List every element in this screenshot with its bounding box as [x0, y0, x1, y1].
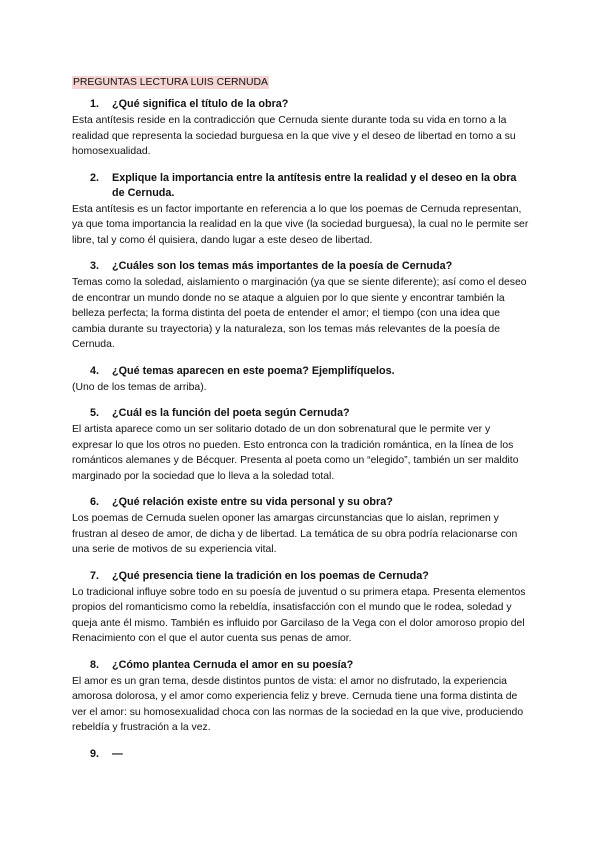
question-2: [72, 171, 530, 249]
question-heading: [72, 747, 530, 762]
question-heading: [72, 658, 530, 673]
question-heading: [72, 259, 530, 274]
question-number: 6.: [90, 496, 100, 508]
answer-text: Lo tradicional influye sobre todo en su poesía de juventud o su primera etapa. Presenta elementos propios del romanticismo como la rebeldía, insatisfacción con el mundo que le rodea, soledad y queja ante él mismo. También es influido por Garcilaso de la Vega con el dolor amoroso propio del Renacimiento con el que el autor cuenta sus penas de amor.: [72, 586, 526, 644]
answer-text: Temas como la soledad, aislamiento o marginación (ya que se siente diferente); así como el deseo de encontrar un mundo donde no se ataque a alguien por lo que siente y encontrar también la belleza perfecta; la forma distinta del poeta de entender el amor; el tiempo (con una idea que cambia durante su trayectoria) y la naturaleza, son los temas más relevantes de la poesía de Cernuda.: [72, 277, 527, 350]
question-number: 3.: [90, 260, 100, 272]
answer-text: (Uno de los temas de arriba).: [72, 381, 207, 393]
question-heading: [72, 495, 530, 510]
question-number: 5.: [90, 407, 100, 419]
question-number: 9.: [90, 747, 100, 760]
question-number: 8.: [90, 658, 100, 671]
question-heading: [72, 569, 530, 584]
question-1: [72, 97, 530, 160]
question-text: ¿Qué significa el título de la obra?: [112, 98, 289, 110]
question-text: ¿Qué relación existe entre su vida personal y su obra?: [112, 496, 393, 508]
question-9: [72, 747, 530, 762]
answer-text: Esta antítesis es un factor importante en referencia a lo que los poemas de Cernuda representan, ya que toma importancia la realidad en la que vive (la sociedad burguesa), la cual no le permite ser libre, tal y como él quisiera, dando lugar a este deseo de libertad.: [72, 203, 529, 246]
question-number: 1.: [90, 98, 100, 110]
question-text: ¿Qué temas aparecen en este poema? Ejemplifíquelos.: [112, 364, 395, 377]
answer-text: El artista aparece como un ser solitario dotado de un don sobrenatural que le permite ver y expresar lo que los otros no pueden. Esto entronca con la tradición romántica, en la línea de los románticos alemanes y de Bécquer. Presenta al poeta como un “elegido”, también un ser maldito marginado por la sociedad que lo lleva a la soledad total.: [72, 424, 519, 482]
question-heading: [72, 364, 530, 379]
document-page: [72, 72, 530, 773]
question-text: Explique la importancia entre la antítesis entre la realidad y el deseo en la obra de Cernuda.: [112, 171, 517, 199]
answer-text: Esta antítesis reside en la contradicción que Cernuda siente durante toda su vida en torno a la realidad que representa la sociedad burguesa en la que vive y el deseo de libertad en torno a su homosexualidad.: [72, 115, 516, 157]
question-text: ¿Cuáles son los temas más importantes de la poesía de Cernuda?: [112, 260, 453, 272]
question-number: 7.: [90, 569, 100, 582]
question-text: ¿Cómo plantea Cernuda el amor en su poesía?: [112, 658, 354, 671]
question-heading: [72, 406, 530, 421]
question-text: ¿Qué presencia tiene la tradición en los poemas de Cernuda?: [112, 569, 429, 582]
question-number: 2.: [90, 171, 100, 184]
question-3: [72, 259, 530, 353]
question-5: [72, 406, 530, 484]
question-text: —: [112, 747, 123, 760]
question-heading: [72, 97, 530, 112]
question-6: [72, 495, 530, 558]
question-7: [72, 569, 530, 647]
question-heading: [72, 171, 530, 201]
question-text: ¿Cuál es la función del poeta según Cernuda?: [112, 407, 350, 419]
question-8: [72, 658, 530, 736]
answer-text: Los poemas de Cernuda suelen oponer las amargas circunstancias que lo aislan, reprimen y frustran al deseo de amor, de dicha y de libertad. La temática de su obra podría relacionarse con una serie de motivos de su experiencia vital.: [72, 513, 518, 555]
document-title: PREGUNTAS LECTURA LUIS CERNUDA: [73, 77, 268, 88]
answer-text: El amor es un gran tema, desde distintos puntos de vista: el amor no disfrutado, la experiencia amorosa dolorosa, y el amor como experiencia feliz y breve. Cernuda tiene una forma distinta de ver el amor: su homosexualidad choca con las normas de la sociedad en la que vive, produciendo rebeldía y frustración a la vez.: [72, 675, 524, 733]
question-number: 4.: [90, 364, 100, 377]
question-4: [72, 364, 530, 396]
